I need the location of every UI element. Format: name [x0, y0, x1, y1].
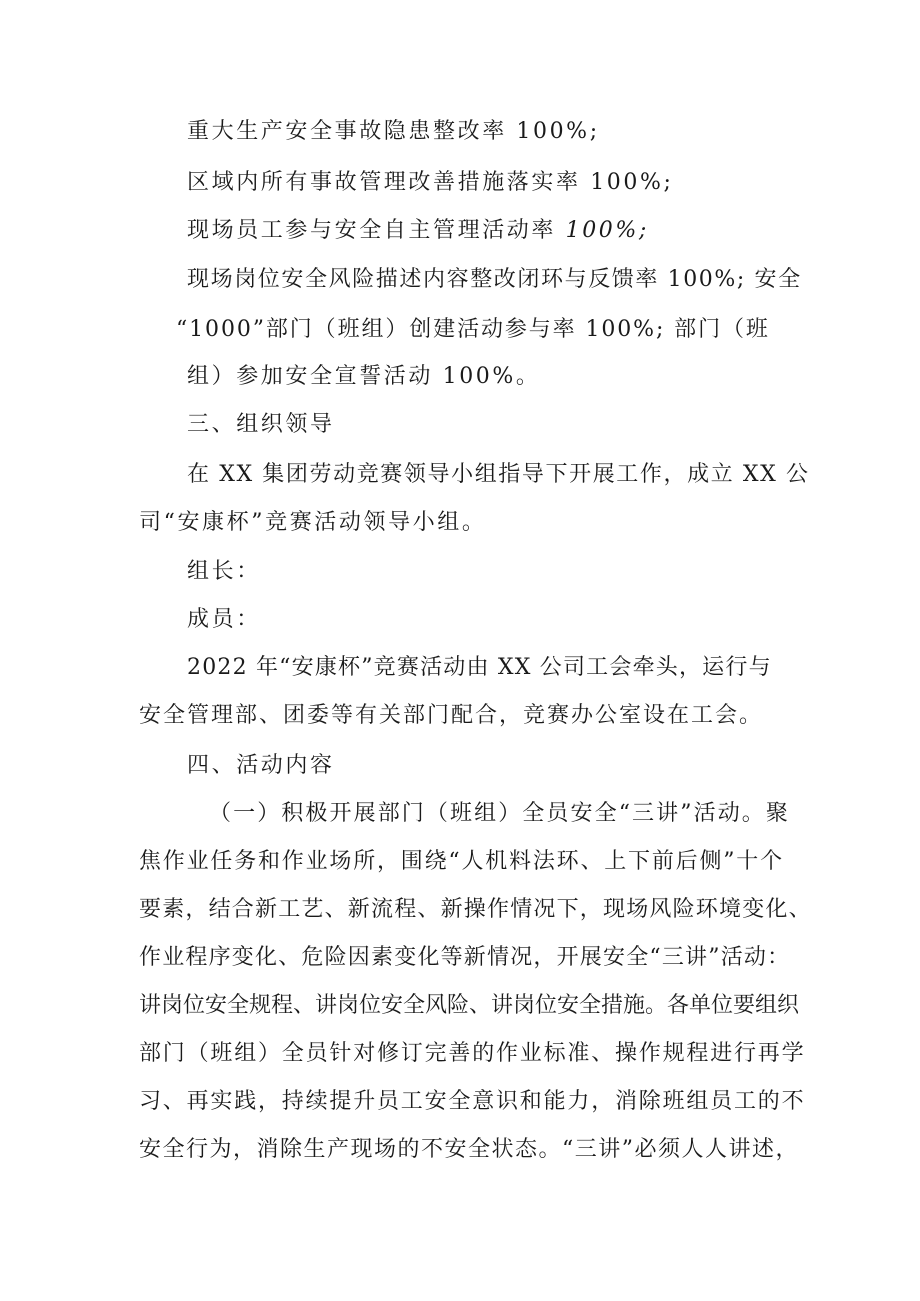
text-line [187, 117, 877, 147]
line-text: 四、活动内容 [187, 753, 335, 778]
text-line [187, 605, 877, 635]
line-text: 现场岗位安全风险描述内容整改闭环与反馈率 100%; 安全 [187, 267, 802, 292]
text-line [139, 508, 829, 538]
text-line [139, 943, 829, 973]
line-text: 司“安康杯”竞赛活动领导小组。 [139, 510, 487, 535]
text-line [139, 991, 829, 1021]
line-text: 现场员工参与安全自主管理活动率 [187, 218, 566, 243]
line-text: 部门（班组）全员针对修订完善的作业标准、操作规程进行再学 [139, 1041, 806, 1066]
text-line [139, 1087, 829, 1117]
text-line [139, 701, 829, 731]
line-text: “1000”部门（班组）创建活动参与率 100%; 部门（班 [176, 317, 770, 342]
text-line [139, 847, 829, 877]
section-heading [187, 410, 877, 440]
text-line [187, 216, 877, 246]
text-line [139, 1135, 829, 1165]
text-line [187, 362, 877, 392]
text-line [209, 799, 899, 829]
text-line [187, 168, 877, 198]
text-line [139, 895, 829, 925]
line-text: 安全行为，消除生产现场的不安全状态。“三讲”必须人人讲述， [139, 1137, 799, 1162]
line-text: 2022 年“安康杯”竞赛活动由 XX 公司工会牵头，运行与 [187, 655, 772, 680]
line-text: 组）参加安全宣誓活动 100%。 [187, 364, 541, 389]
line-text: 在 XX 集团劳动竞赛领导小组指导下开展工作，成立 XX 公 [187, 462, 810, 487]
line-text: （一）积极开展部门（班组）全员安全“三讲”活动。聚 [209, 801, 790, 826]
text-line [187, 265, 802, 295]
line-text: 重大生产安全事故隐患整改率 100%; [187, 119, 600, 144]
text-line [187, 653, 877, 683]
line-text: 三、组织领导 [187, 412, 335, 437]
text-line [187, 460, 877, 490]
line-text: 安全管理部、团委等有关部门配合，竞赛办公室设在工会。 [139, 703, 764, 728]
line-text: 组长： [187, 559, 261, 584]
line-text: 成员： [187, 607, 261, 632]
text-line [139, 1039, 829, 1069]
line-text-italic: 100%; [565, 218, 649, 243]
line-text: 讲岗位安全规程、讲岗位安全风险、讲岗位安全措施。各单位要组织 [139, 993, 800, 1018]
line-text: 要素，结合新工艺、新流程、新操作情况下，现场风险环境变化、 [139, 897, 812, 922]
text-line [176, 315, 776, 345]
line-text: 习、再实践，持续提升员工安全意识和能力，消除班组员工的不 [139, 1089, 806, 1114]
section-heading [187, 751, 877, 781]
text-line [187, 557, 877, 587]
line-text: 焦作业任务和作业场所，围绕“人机料法环、上下前后侧”十个 [139, 849, 784, 874]
line-text: 作业程序变化、危险因素变化等新情况，开展安全“三讲”活动： [139, 945, 791, 970]
line-text: 区域内所有事故管理改善措施落实率 100%; [187, 170, 674, 195]
